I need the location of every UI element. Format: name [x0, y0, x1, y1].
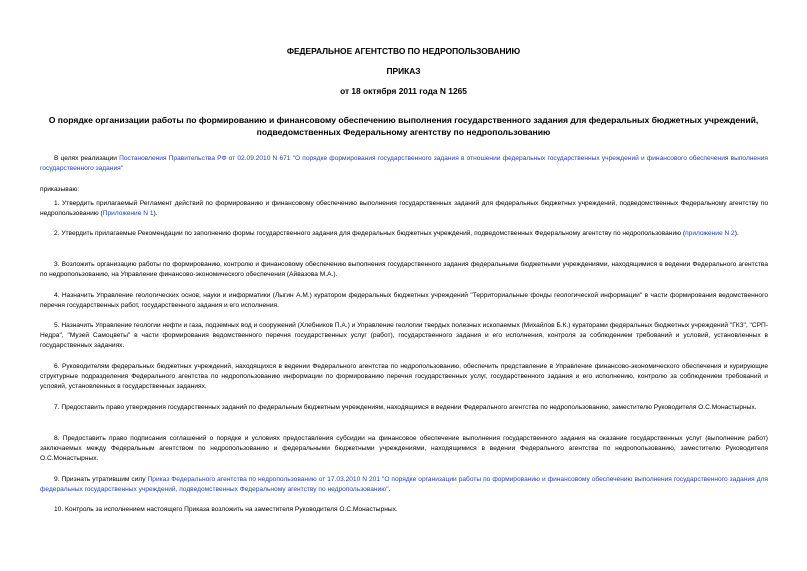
- preamble: [40, 154, 768, 174]
- paragraph-2: [40, 229, 768, 239]
- paragraph-7-text: 7. Предоставить право утверждения государственных заданий по федеральным бюджетным учреждениям, находящимся в ведении Федерального агентства по недропользованию, заместителю Руководителя О.С.Монастырных.: [54, 404, 757, 411]
- doc-type-heading: ПРИКАЗ: [386, 66, 421, 76]
- paragraph-3: [40, 260, 768, 280]
- paragraph-4: [40, 291, 768, 311]
- appendix-1-link[interactable]: Приложение N 1: [102, 210, 154, 218]
- paragraph-2-end: ).: [734, 230, 739, 237]
- appendix-2-link[interactable]: приложение N 2: [685, 230, 735, 237]
- paragraph-9-text: 9. Признать утратившим силу: [54, 476, 146, 483]
- paragraph-8-text: 8. Предоставить право подписания соглашений о порядке и условиях предоставления субсидии на финансовое обеспечение выполнения государственного задания на оказание государственных услуг (выполнение работ) заключаемых между Федеральным агентством по недропользованию и федеральными бюджетными учреждениями, находящимися в ведении Федерального агентства по недропользованию, заместителю Руководителя О.С.Монастырных.: [40, 435, 768, 463]
- paragraph-9: [40, 475, 768, 495]
- paragraph-8: [40, 434, 768, 465]
- preamble-text: В целях реализации: [54, 155, 117, 162]
- preamble-link[interactable]: Постановления Правительства РФ от 02.09.2010 N 671 "О порядке формирования государственного задания в отношении федеральных государственных учреждений и финансового обеспечения выполнения государственного задания": [40, 155, 768, 173]
- paragraph-1: [40, 199, 768, 219]
- agency-heading: ФЕДЕРАЛЬНОЕ АГЕНТСТВО ПО НЕДРОПОЛЬЗОВАНИЮ: [286, 46, 521, 56]
- paragraph-6: [40, 362, 768, 393]
- date-line: от 18 октября 2011 года N 1265: [340, 86, 467, 96]
- paragraph-2-text: 2. Утвердить прилагаемые Рекомендации по заполнению формы государственного задания для федеральных бюджетных учреждений, подведомственных Федеральному агентству по недропользованию (: [54, 230, 686, 237]
- paragraph-1-end: ).: [153, 210, 158, 218]
- paragraph-10: [40, 505, 768, 515]
- paragraph-5: [40, 321, 768, 352]
- paragraph-10-text: 10. Контроль за исполнением настоящего Приказа возложить на заместителя Руководителя О.С.Монастырных.: [54, 506, 398, 513]
- paragraph-7: [40, 403, 768, 413]
- paragraph-4-text: 4. Назначить Управление геологических основ, науки и информатики (Лыгин А.М.) куратором федеральных бюджетных учреждений "Территориальные фонды геологической информации" в части формирования ведомственного перечня государственных работ, государственного задания и его исполнения.: [40, 292, 768, 310]
- paragraph-9-end: .: [388, 486, 391, 494]
- order-word: приказываю:: [40, 186, 80, 193]
- paragraph-6-text: 6. Руководителям федеральных бюджетных учреждений, находящихся в ведении Федерального агентства по недропользованию, обеспечить представление в Управление финансово-экономического обеспечения и курирующие структурные подразделения Федерального агентства по недропользованию информации по формированию перечня государственных услуг, государственного задания и его исполнению, контролю за соблюдением требований и условий, установленных в государственных заданиях.: [40, 363, 768, 391]
- paragraph-5-text: 5. Назначить Управление геологии нефти и газа, подземных вод и сооружений (Хлебников П.А.) и Управление геологии твердых полезных ископаемых (Михайлов Б.К.) кураторами федеральных бюджетных учреждений "ГКЗ", "СРП-Недра", "Музей Самоцветы" в части формирования ведомственного перечня государственных услуг (работ), государственного задания и его исполнения, контроля за соблюдением требований и условий, установленных в государственных заданиях.: [40, 322, 768, 350]
- paragraph-1-text: 1. Утвердить прилагаемый Регламент действий по формированию и финансовому обеспечению выполнения государственных заданий для федеральных бюджетных учреждений, подведомственных Федеральному агентству по недропользованию (: [40, 200, 768, 218]
- repealed-order-link[interactable]: Приказ Федерального агентства по недропользованию от 17.03.2010 N 201 "О порядке организации работы по формированию и финансовому обеспечению выполнения государственного задания для федеральных государственных учреждений, подведомственных Федеральному агентству по недропользованию": [40, 476, 768, 494]
- document-title: О порядке организации работы по формированию и финансовому обеспечению выполнения государственного задания для федеральных бюджетных учреждений, подведомственных Федеральному агентству по недропользованию: [48, 115, 759, 137]
- paragraph-3-text: 3. Возложить организацию работы по формированию, контролю и финансовому обеспечению выполнения государственного задания федеральными бюджетными учреждениями, находящимися в ведении Федерального агентства по недропользованию, на Управление финансово-экономического обеспечения (Айвазова М.А.).: [40, 261, 768, 279]
